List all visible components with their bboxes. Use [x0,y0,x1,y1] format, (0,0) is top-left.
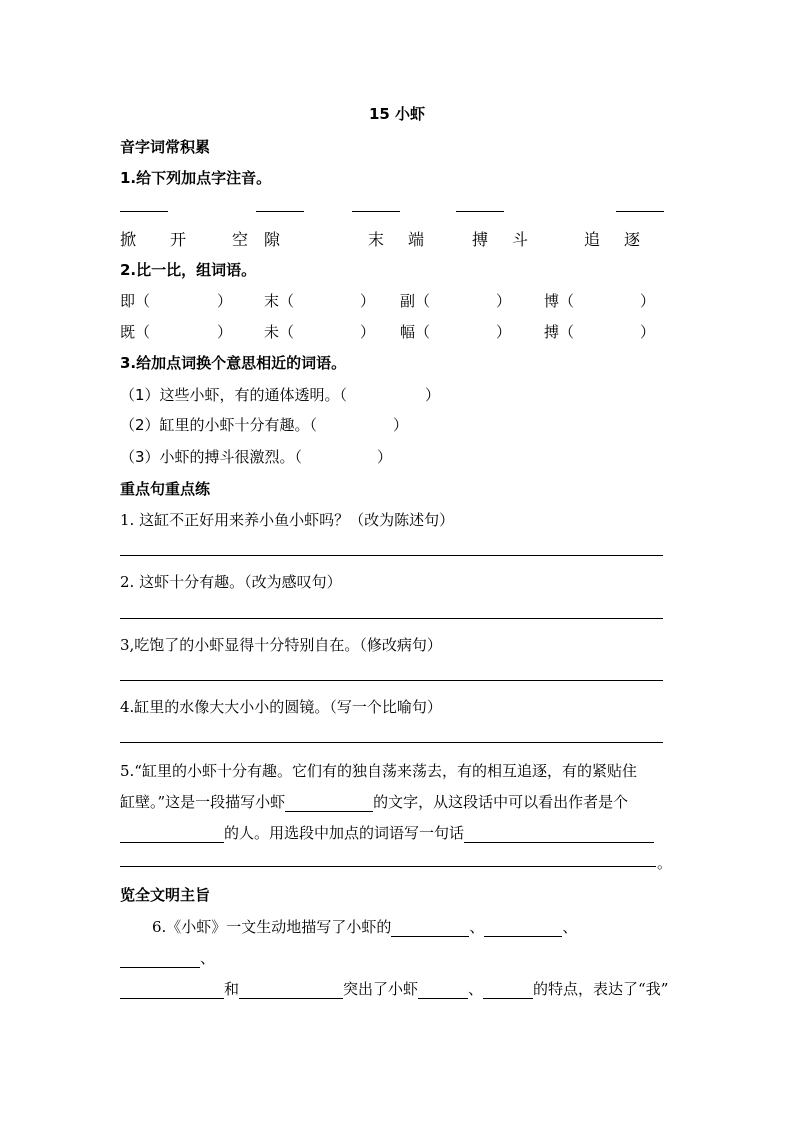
compare-open: 博（ [544,292,575,310]
q6-text: 和 [224,980,240,998]
dotted-char: 隙 [264,230,281,249]
dotted-char: 掀 [120,230,137,249]
synonym-close-1: ） [425,386,441,404]
q6-sep: 、 [468,980,484,998]
synonym-item-3: （3）小虾的搏斗很激烈。（ [120,448,303,466]
answer-line-4[interactable] [120,742,663,743]
worksheet-title: 15 小虾 [368,105,426,123]
blank-q6-2[interactable] [484,920,562,937]
compare-close: ） [496,292,512,310]
dotted-char: 空 [232,230,249,249]
passage-q5-line1: 5.“缸里的小虾十分有趣。它们有的独自荡来荡去，有的相互追逐，有的紧贴住 [120,762,637,780]
pinyin-blank-4[interactable] [456,211,504,212]
synonym-close-2: ） [393,416,409,434]
section-heading-key-sentences: 重点句重点练 [120,480,211,498]
q6-sep: 、 [469,918,485,936]
answer-line-2[interactable] [120,618,663,619]
passage-q5-text: 的人。用选段中加点的词语写一句话 [224,824,465,842]
dotted-char: 搏 [472,230,489,249]
synonym-item-2: （2）缸里的小虾十分有趣。（ [120,416,318,434]
compare-close: ） [360,292,376,310]
compare-close: ） [217,292,233,310]
passage-q5-text: 的文字，从这段话中可以看出作者是个 [373,793,629,811]
pinyin-blank-2[interactable] [256,211,304,212]
compare-close: ） [496,323,512,341]
blank-q6-1[interactable] [391,920,469,937]
compare-open: 末（ [264,292,295,310]
sentence-item-3: 3,吃饱了的小虾显得十分特别自在。（修改病句） [120,636,442,654]
dotted-char: 斗 [512,230,529,249]
blank-q6-3[interactable] [120,951,200,968]
dotted-char: 追 [584,230,601,249]
compare-open: 搏（ [544,323,575,341]
answer-line-1[interactable] [120,555,663,556]
q6-line1 [152,916,577,937]
blank-q6-6[interactable] [418,982,468,999]
question-1-prompt: 1.给下列加点字注音。 [120,169,272,187]
blank-q6-4[interactable] [120,982,224,999]
dotted-char: 端 [408,230,425,249]
compare-close: ） [640,323,656,341]
sentence-item-1: 1. 这缸不正好用来养小鱼小虾吗？（改为陈述句） [120,511,455,529]
q6-text: 突出了小虾 [343,980,419,998]
q6-text: 6.《小虾》一文生动地描写了小虾的 [152,918,392,936]
section-heading-accumulation: 音字词常积累 [120,138,211,156]
blank-author-trait[interactable] [120,826,224,843]
blank-sentence-continue[interactable] [120,866,656,867]
dotted-char: 末 [368,230,385,249]
dotted-char: 开 [170,230,187,249]
blank-q6-5[interactable] [239,982,343,999]
synonym-item-1: （1）这些小虾，有的通体透明。（ [120,386,348,404]
blank-sentence-start[interactable] [464,826,654,843]
section-heading-main-idea: 览全文明主旨 [120,886,211,904]
synonym-close-3: ） [377,448,393,466]
passage-q5-line2 [120,791,628,812]
compare-open: 未（ [264,323,295,341]
q6-sep: 、 [562,918,578,936]
compare-open: 即（ [120,292,151,310]
compare-close: ） [217,323,233,341]
passage-q5-line3 [120,822,654,843]
pinyin-blank-1[interactable] [120,211,168,212]
compare-open: 既（ [120,323,151,341]
compare-open: 幅（ [400,323,431,341]
compare-close: ） [640,292,656,310]
question-3-prompt: 3.给加点词换个意思相近的词语。 [120,354,347,372]
pinyin-blank-3[interactable] [352,211,400,212]
answer-line-3[interactable] [120,680,663,681]
pinyin-blank-5[interactable] [616,211,664,212]
q6-line2 [120,947,215,968]
q6-text: 的特点，表达了“我” [533,980,669,998]
compare-open: 副（ [400,292,431,310]
period-mark: 。 [657,854,673,872]
q6-line3 [120,978,668,999]
q6-sep: 、 [200,949,216,967]
dotted-char: 逐 [624,230,641,249]
compare-close: ） [360,323,376,341]
blank-describe[interactable] [285,795,373,812]
sentence-item-4: 4.缸里的水像大大小小的圆镜。（写一个比喻句） [120,698,442,716]
sentence-item-2: 2. 这虾十分有趣。（改为感叹句） [120,573,342,591]
question-2-prompt: 2.比一比，组词语。 [120,261,257,279]
blank-q6-7[interactable] [483,982,533,999]
passage-q5-text: 缸壁。”这是一段描写小虾 [120,793,286,811]
